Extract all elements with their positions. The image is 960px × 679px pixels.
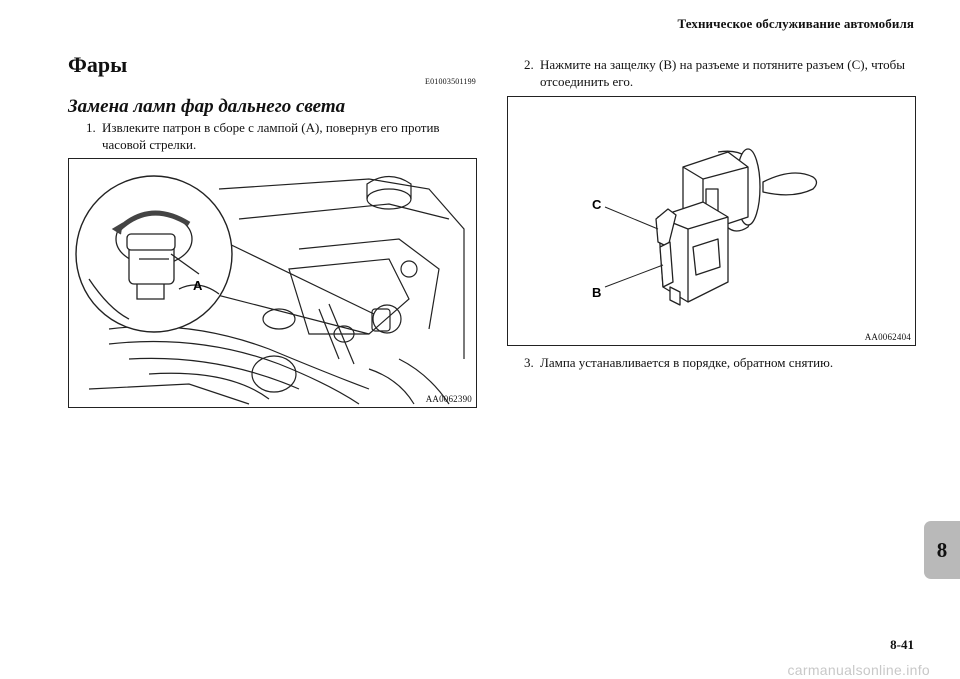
page-number: 8-41 — [890, 637, 914, 652]
callout-label-c: C — [592, 197, 602, 212]
figure-connector-release — [507, 96, 916, 346]
step-2 — [524, 56, 924, 90]
step-number: 2. — [524, 57, 534, 72]
section-code: E01003501199 — [425, 77, 476, 86]
figure-code: AA0062390 — [425, 394, 472, 404]
chapter-number: 8 — [936, 537, 948, 562]
watermark: carmanualsonline.info — [787, 662, 930, 678]
running-header: Техническое обслуживание автомобиля — [677, 16, 914, 31]
section-title: Фары — [68, 52, 128, 77]
callout-label-a: A — [193, 278, 203, 293]
step-text: Нажмите на защелку (B) на разъеме и потяните разъем (C), чтобы отсоединить его. — [540, 57, 906, 89]
callout-label-b: B — [592, 285, 602, 300]
engine-bay-illustration — [69, 159, 476, 407]
section-subtitle: Замена ламп фар дальнего света — [68, 96, 346, 117]
figure-code: AA0062404 — [864, 332, 911, 342]
chapter-tab — [924, 521, 960, 579]
figure-headlight-bulb-removal — [68, 158, 477, 408]
connector-illustration — [508, 97, 915, 345]
step-number: 3. — [524, 355, 534, 370]
step-number: 1. — [86, 120, 96, 135]
step-text: Лампа устанавливается в порядке, обратном снятию. — [540, 355, 834, 370]
step-1 — [86, 119, 476, 153]
step-3 — [524, 354, 924, 371]
step-text: Извлеките патрон в сборе с лампой (A), повернув его против часовой стрелки. — [102, 120, 440, 152]
